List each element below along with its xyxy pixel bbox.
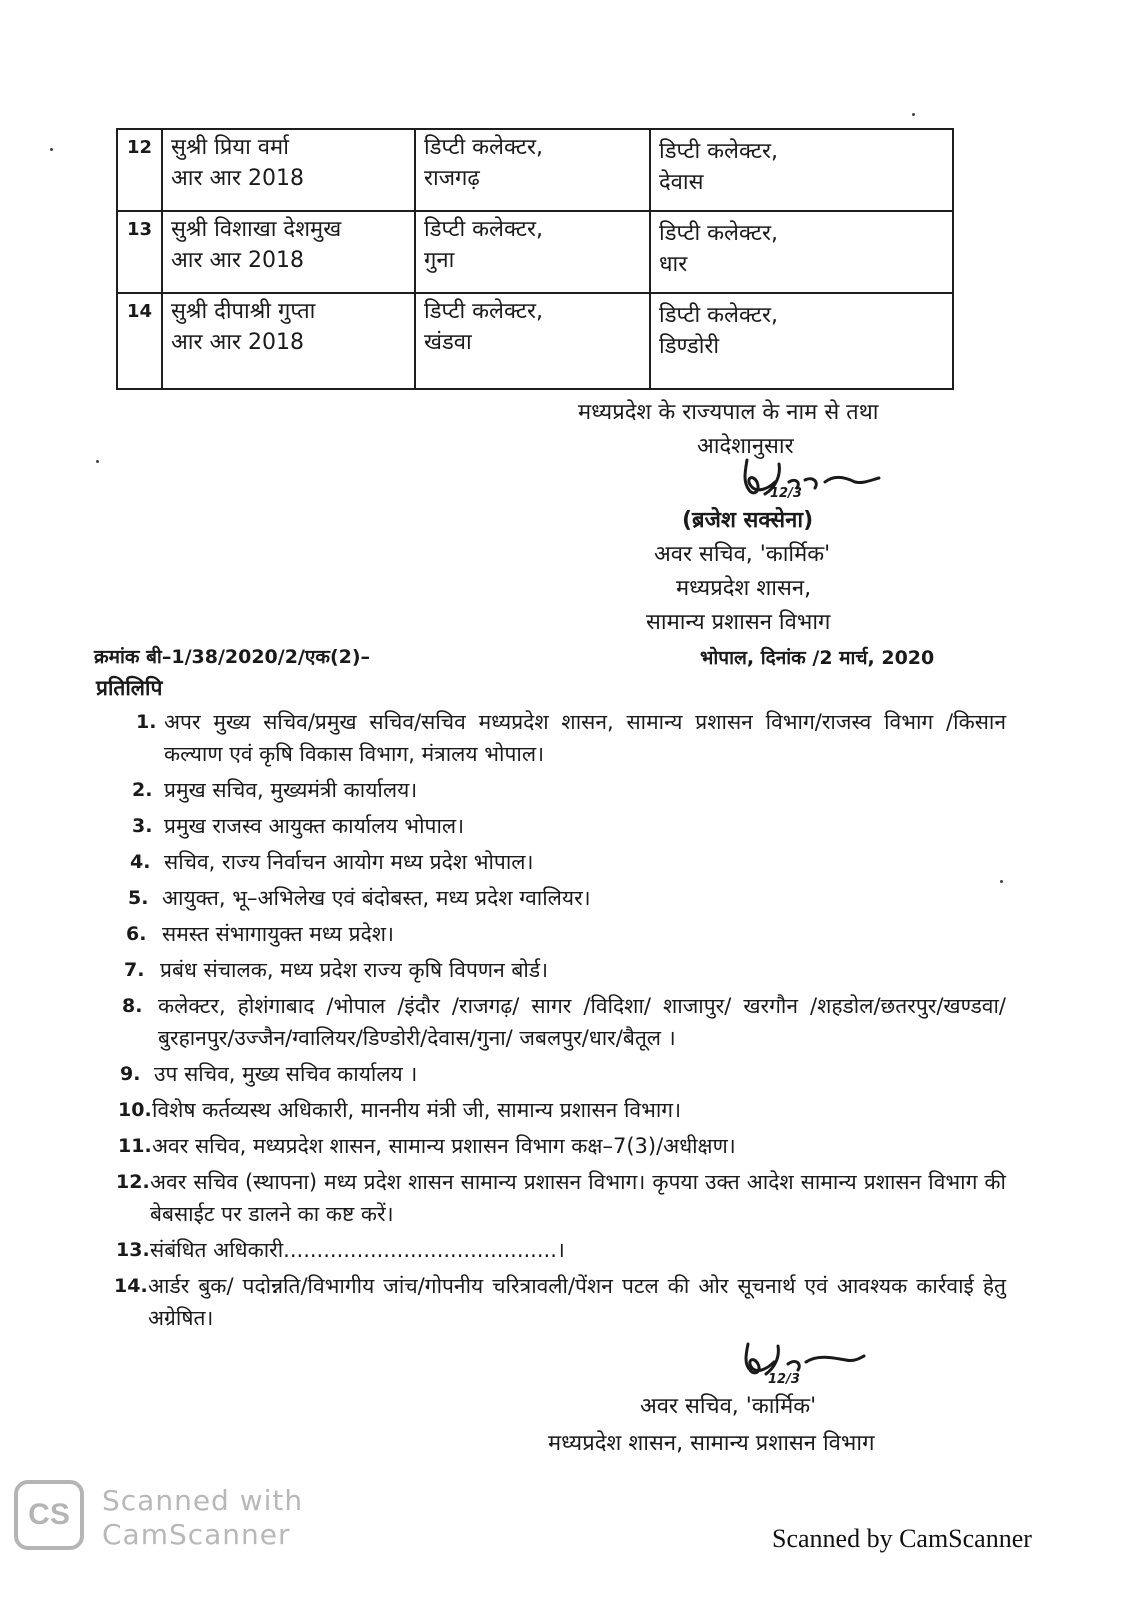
closing-office: मध्यप्रदेश शासन, सामान्य प्रशासन विभाग — [548, 1431, 875, 1456]
list-item — [116, 1130, 1006, 1162]
signatory-govt: मध्यप्रदेश शासन, — [676, 576, 812, 601]
list-number: 8. — [122, 995, 143, 1017]
scan-speck — [96, 460, 99, 463]
to-place: देवास — [659, 170, 704, 195]
scanned-by-footer: Scanned by CamScanner — [772, 1524, 1032, 1553]
camscanner-watermark — [102, 1484, 303, 1552]
from-cell — [415, 211, 650, 293]
officer-name: सुश्री दीपाश्री गुप्ता — [171, 299, 316, 324]
signature-icon — [738, 1336, 868, 1384]
from-post: डिप्टी कलेक्टर, — [424, 217, 544, 242]
list-number: 1. — [136, 711, 157, 733]
order-line-2: आदेशानुसार — [697, 434, 794, 459]
from-place: गुना — [424, 248, 455, 273]
signatory-name: (ब्रजेश सक्सेना) — [682, 508, 814, 533]
scan-speck — [50, 148, 53, 151]
list-item — [116, 846, 1006, 878]
copy-list — [116, 706, 1006, 1338]
list-text: प्रबंध संचालक, मध्य प्रदेश राज्य कृषि विपणन बोर्ड। — [160, 958, 549, 982]
from-cell — [415, 129, 650, 211]
list-number: 12. — [116, 1171, 150, 1193]
list-text: सचिव, राज्य निर्वाचन आयोग मध्य प्रदेश भोपाल। — [164, 850, 534, 874]
list-number: 9. — [120, 1063, 141, 1085]
list-item — [116, 1234, 1006, 1266]
list-text: संबंधित अधिकारी.........................................। — [150, 1238, 565, 1262]
officer-batch: आर आर 2018 — [171, 330, 304, 355]
to-post: डिप्टी कलेक्टर, — [659, 139, 779, 164]
closing-designation: अवर सचिव, 'कार्मिक' — [640, 1394, 817, 1419]
list-number: 7. — [124, 959, 145, 981]
list-item — [116, 1166, 1006, 1230]
list-text: उप सचिव, मुख्य सचिव कार्यालय । — [154, 1062, 418, 1086]
signatory-designation: अवर सचिव, 'कार्मिक' — [654, 542, 831, 567]
reference-number: क्रमांक बी–1/38/2020/2/एक(2)– — [94, 646, 371, 668]
list-item — [116, 1058, 1006, 1090]
to-cell — [650, 211, 953, 293]
table-row — [117, 293, 953, 389]
table-row — [117, 211, 953, 293]
list-item — [116, 954, 1006, 986]
from-cell — [415, 293, 650, 389]
list-item — [116, 882, 1006, 914]
list-item — [116, 1094, 1006, 1126]
to-cell — [650, 293, 953, 389]
place-date: भोपाल, दिनांक /2 मार्च, 2020 — [700, 647, 935, 669]
watermark-line-2: CamScanner — [102, 1518, 291, 1551]
transfer-table — [116, 128, 954, 390]
serial-number: 12 — [117, 129, 162, 211]
list-item — [116, 918, 1006, 950]
signature-date: 12/3 — [770, 486, 802, 501]
copy-heading: प्रतिलिपि — [96, 676, 163, 700]
officer-name: सुश्री प्रिया वर्मा — [171, 135, 289, 160]
officer-cell — [162, 129, 415, 211]
list-number: 13. — [116, 1239, 150, 1261]
from-post: डिप्टी कलेक्टर, — [424, 135, 544, 160]
to-place: धार — [659, 252, 688, 277]
signatory-department: सामान्य प्रशासन विभाग — [646, 610, 831, 635]
officer-cell — [162, 293, 415, 389]
list-number: 11. — [118, 1135, 152, 1157]
list-text: अवर सचिव (स्थापना) मध्य प्रदेश शासन सामान्य प्रशासन विभाग। कृपया उक्त आदेश सामान्य प्रशासन विभाग की बेबसाईट पर डालने का कष्ट करें। — [150, 1170, 1006, 1226]
list-item — [116, 706, 1006, 770]
list-number: 2. — [132, 779, 153, 801]
officer-batch: आर आर 2018 — [171, 248, 304, 273]
scan-speck — [912, 113, 915, 116]
to-cell — [650, 129, 953, 211]
officer-cell — [162, 211, 415, 293]
to-post: डिप्टी कलेक्टर, — [659, 303, 779, 328]
list-text: प्रमुख सचिव, मुख्यमंत्री कार्यालय। — [164, 778, 418, 802]
to-place: डिण्डोरी — [659, 334, 720, 359]
officer-batch: आर आर 2018 — [171, 166, 304, 191]
list-number: 4. — [130, 851, 151, 873]
list-number: 5. — [128, 887, 149, 909]
list-text: समस्त संभागायुक्त मध्य प्रदेश। — [162, 922, 394, 946]
from-place: खंडवा — [424, 330, 472, 355]
serial-number: 13 — [117, 211, 162, 293]
list-text: विशेष कर्तव्यस्थ अधिकारी, माननीय मंत्री जी, सामान्य प्रशासन विभाग। — [152, 1098, 682, 1122]
list-item — [116, 990, 1006, 1054]
list-item — [116, 810, 1006, 842]
list-item — [116, 1270, 1006, 1334]
list-item — [116, 774, 1006, 806]
serial-number: 14 — [117, 293, 162, 389]
table-row — [117, 129, 953, 211]
list-text: आयुक्त, भू–अभिलेख एवं बंदोबस्त, मध्य प्रदेश ग्वालियर। — [162, 886, 591, 910]
list-text: आर्डर बुक/ पदोन्नति/विभागीय जांच/गोपनीय चरित्रावली/पेंशन पटल की ओर सूचनार्थ एवं आवश्यक कार्रवाई हेतु अग्रेषित। — [148, 1274, 1006, 1330]
list-number: 14. — [114, 1275, 148, 1297]
closing-signature-date: 12/3 — [768, 1372, 800, 1387]
list-text: अवर सचिव, मध्यप्रदेश शासन, सामान्य प्रशासन विभाग कक्ष–7(3)/अधीक्षण। — [152, 1134, 736, 1158]
camscanner-logo-icon: CS — [14, 1480, 84, 1550]
officer-name: सुश्री विशाखा देशमुख — [171, 217, 342, 242]
list-text: प्रमुख राजस्व आयुक्त कार्यालय भोपाल। — [164, 814, 465, 838]
signature-icon — [735, 452, 885, 506]
to-post: डिप्टी कलेक्टर, — [659, 221, 779, 246]
order-line-1: मध्यप्रदेश के राज्यपाल के नाम से तथा — [578, 400, 879, 425]
list-number: 6. — [126, 923, 147, 945]
from-post: डिप्टी कलेक्टर, — [424, 299, 544, 324]
list-text: कलेक्टर, होशंगाबाद /भोपाल /इंदौर /राजगढ़/ सागर /विदिशा/ शाजापुर/ खरगौन /शहडोल/छतरपुर/खण्डवा/बुरहानपुर/उज्जैन/ग्वालियर/डिण्डोरी/देवास/गुना/ जबलपुर/धार/बैतूल । — [158, 994, 1006, 1050]
list-text: अपर मुख्य सचिव/प्रमुख सचिव/सचिव मध्यप्रदेश शासन, सामान्य प्रशासन विभाग/राजस्व विभाग /किसान कल्याण एवं कृषि विकास विभाग, मंत्रालय भोपाल। — [164, 710, 1006, 766]
list-number: 3. — [132, 815, 153, 837]
from-place: राजगढ़ — [424, 166, 480, 191]
watermark-line-1: Scanned with — [102, 1484, 304, 1517]
list-number: 10. — [118, 1099, 152, 1121]
